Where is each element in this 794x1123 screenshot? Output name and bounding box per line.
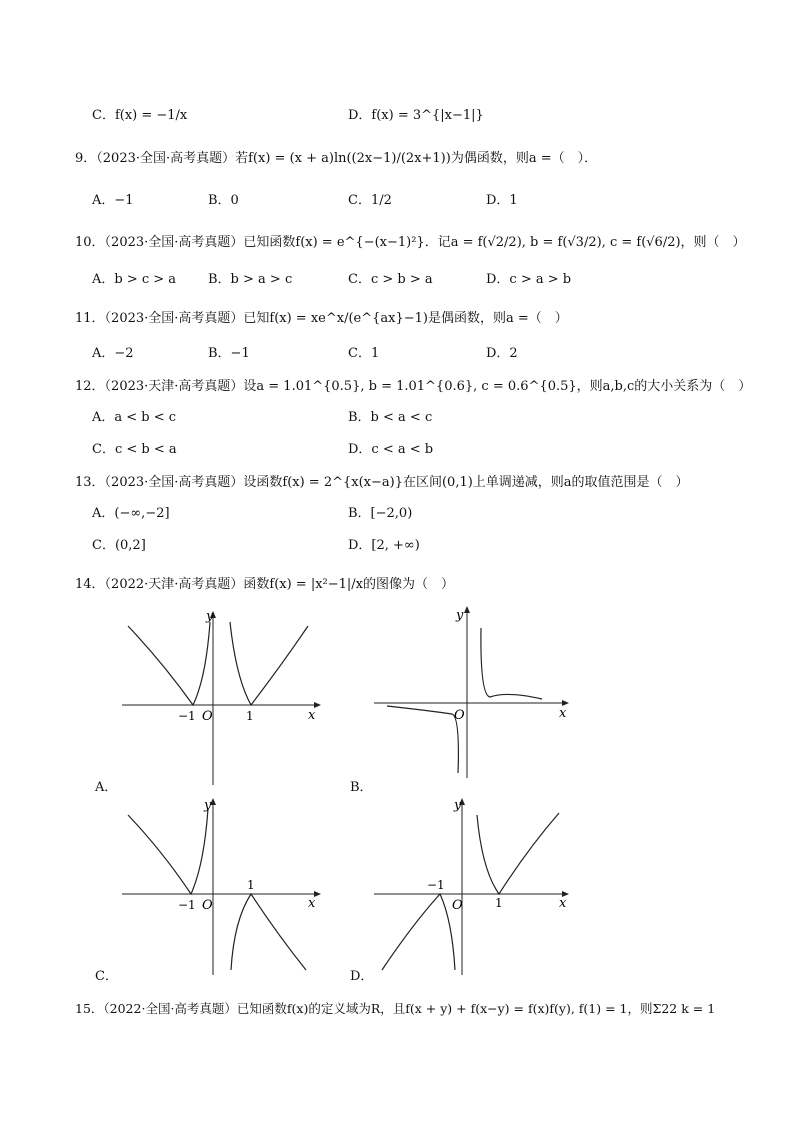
q13-option-d[interactable]: D．[2, +∞): [348, 538, 420, 553]
curve-right: [477, 813, 559, 894]
neg-one-label: −1: [178, 898, 196, 912]
graph-d-label: D．: [350, 969, 374, 984]
curve-left: [128, 622, 210, 705]
y-label: y: [204, 798, 212, 813]
q9-option-c[interactable]: C．1/2: [348, 193, 392, 208]
q13-stem: 13．（2023·全国·高考真题）设函数f(x) = 2^{x(x−a)}在区间(0,1)上单调递减，则a的取值范围是（ ）: [75, 475, 689, 490]
q10-option-a[interactable]: A．b > c > a: [92, 272, 177, 287]
curve-left: [382, 894, 455, 970]
graph-c[interactable]: [118, 795, 328, 980]
y-axis-arrow: [464, 606, 470, 613]
neg-one-label: −1: [427, 878, 445, 892]
curve-left: [128, 809, 208, 894]
q10-option-c[interactable]: C．c > b > a: [348, 272, 433, 287]
q8-option-c[interactable]: C．f(x) = −1/x: [92, 108, 188, 123]
q13-option-a[interactable]: A．(−∞,−2]: [92, 506, 170, 521]
q11-option-b[interactable]: B．−1: [208, 346, 250, 361]
one-label: 1: [246, 709, 254, 723]
q12-stem: 12．（2023·天津·高考真题）设a = 1.01^{0.5}, b = 1.01^{0.6}, c = 0.6^{0.5}，则a,b,c的大小关系为（ ）: [75, 379, 752, 394]
q12-option-d[interactable]: D．c < a < b: [348, 442, 434, 457]
y-label: y: [454, 798, 462, 813]
q14-stem: 14．（2022·天津·高考真题）函数f(x) = |x²−1|/x的图像为（ ）: [75, 577, 455, 592]
neg-one-label: −1: [178, 709, 196, 723]
q8-option-d[interactable]: D．f(x) = 3^{|x−1|}: [348, 108, 484, 123]
curve-right: [230, 622, 308, 705]
y-label: y: [456, 608, 464, 623]
curve-right: [231, 894, 306, 970]
q11-option-a[interactable]: A．−2: [92, 346, 134, 361]
q10-option-d[interactable]: D．c > a > b: [486, 272, 572, 287]
x-label: x: [308, 708, 316, 723]
graph-b[interactable]: [372, 603, 582, 783]
graph-a[interactable]: [118, 608, 328, 788]
graph-a-label: A．: [95, 780, 118, 795]
q11-option-c[interactable]: C．1: [348, 346, 380, 361]
q11-stem: 11．（2023·全国·高考真题）已知f(x) = xe^x/(e^{ax}−1)是偶函数，则a =（ ）: [75, 311, 568, 326]
q9-stem: 9．（2023·全国·高考真题）若f(x) = (x + a)ln((2x−1)/(2x+1))为偶函数，则a =（ ）．: [75, 151, 598, 166]
q10-option-b[interactable]: B．b > a > c: [208, 272, 293, 287]
graph-c-label: C．: [95, 969, 118, 984]
y-label: y: [206, 609, 214, 624]
graph-b-label: B．: [350, 780, 373, 795]
origin-label: O: [202, 898, 213, 913]
q15-stem: 15．（2022·全国·高考真题）已知函数f(x)的定义域为R，且f(x + y) + f(x−y) = f(x)f(y), f(1) = 1，则Σ22 k = 1: [75, 1001, 716, 1016]
x-label: x: [559, 896, 567, 911]
q9-option-b[interactable]: B．0: [208, 193, 239, 208]
one-label: 1: [247, 878, 255, 892]
q12-option-c[interactable]: C．c < b < a: [92, 442, 177, 457]
origin-label: O: [202, 709, 213, 724]
q13-option-c[interactable]: C．(0,2]: [92, 538, 146, 553]
x-label: x: [559, 706, 567, 721]
q12-option-b[interactable]: B．b < a < c: [348, 410, 433, 425]
q9-option-a[interactable]: A．−1: [92, 193, 134, 208]
graph-d[interactable]: [372, 795, 582, 980]
origin-label: O: [454, 708, 465, 723]
q12-option-a[interactable]: A．a < b < c: [92, 410, 177, 425]
origin-label: O: [452, 898, 463, 913]
q11-option-d[interactable]: D．2: [486, 346, 518, 361]
x-label: x: [308, 896, 316, 911]
q10-stem: 10．（2023·全国·高考真题）已知函数f(x) = e^{−(x−1)²}．记a = f(√2/2), b = f(√3/2), c = f(√6/2)，则（ ）: [75, 235, 746, 250]
q9-option-d[interactable]: D．1: [486, 193, 518, 208]
q13-option-b[interactable]: B．[−2,0): [348, 506, 413, 521]
curve-right: [481, 628, 542, 699]
curve-left: [387, 706, 458, 773]
one-label: 1: [495, 896, 503, 910]
